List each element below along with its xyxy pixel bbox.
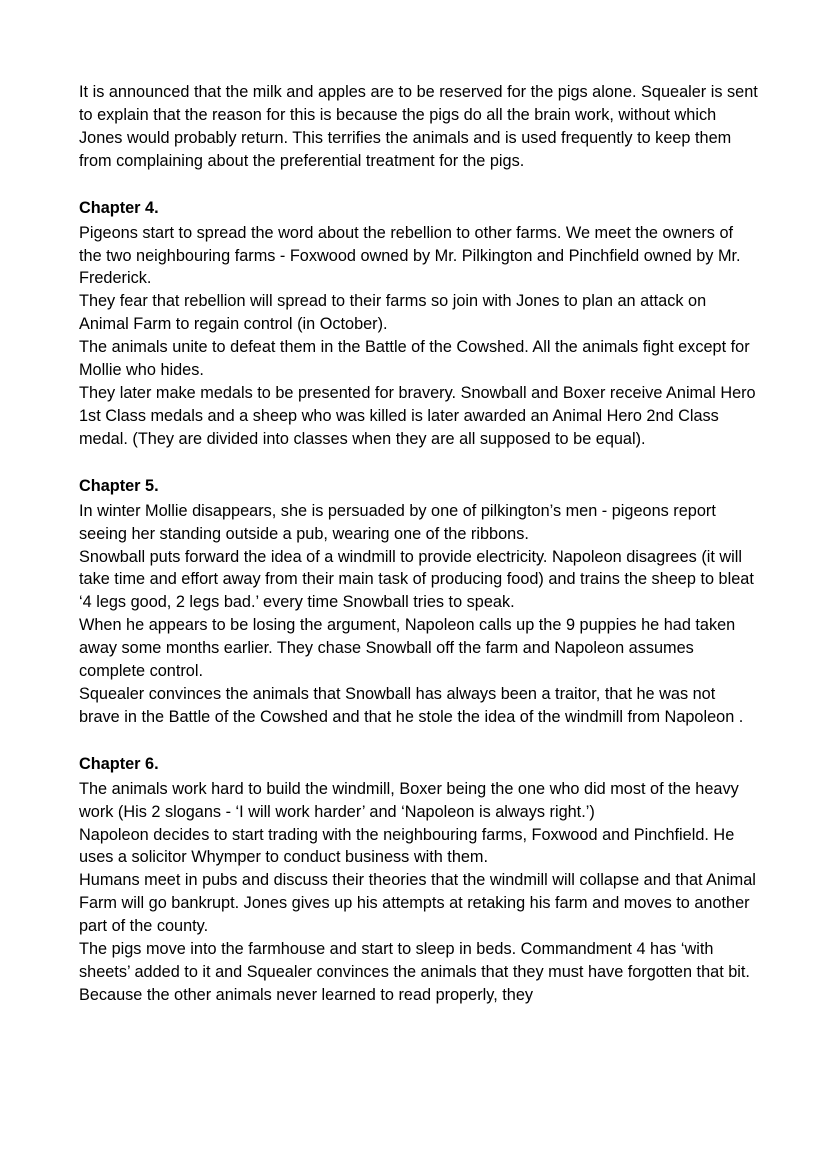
- intro-paragraph: It is announced that the milk and apples are to be reserved for the pigs alone. Squealer is sent to explain that the reason for this is because the pigs do all the brain work, without which Jones would probably return. This terrifies the animals and is used frequently to keep them from complaining about the preferential treatment for the pigs.: [79, 83, 758, 170]
- chapter-6-section: [79, 751, 759, 1007]
- chapter-4-paragraph-1: Pigeons start to spread the word about the rebellion to other farms. We meet the owners of the two neighbouring farms - Foxwood owned by Mr. Pilkington and Pinchfield owned by Mr. Frederick.: [79, 223, 741, 288]
- chapter-5-heading: Chapter 5.: [79, 476, 159, 495]
- chapter-6-heading: Chapter 6.: [79, 754, 159, 773]
- chapter-4-section: [79, 195, 759, 451]
- chapter-5-paragraph-1: In winter Mollie disappears, she is persuaded by one of pilkington’s men - pigeons report seeing her standing outside a pub, wearing one of the ribbons.: [79, 501, 716, 543]
- chapter-6-paragraph-2: Napoleon decides to start trading with the neighbouring farms, Foxwood and Pinchfield. He uses a solicitor Whymper to conduct business with them.: [79, 825, 735, 867]
- chapter-5-paragraph-2: Snowball puts forward the idea of a windmill to provide electricity. Napoleon disagrees (it will take time and effort away from their main task of producing food) and trains the sheep to bleat ‘4 legs good, 2 legs bad.’ every time Snowball tries to speak.: [79, 547, 754, 612]
- chapter-6-paragraph-3: Humans meet in pubs and discuss their theories that the windmill will collapse and that Animal Farm will go bankrupt. Jones gives up his attempts at retaking his farm and moves to another part of the county.: [79, 871, 756, 936]
- chapter-5-paragraph-4: Squealer convinces the animals that Snowball has always been a traitor, that he was not brave in the Battle of the Cowshed and that he stole the idea of the windmill from Napoleon .: [79, 684, 744, 726]
- chapter-6-paragraph-4: The pigs move into the farmhouse and start to sleep in beds. Commandment 4 has ‘with sheets’ added to it and Squealer convinces the animals that they must have forgotten that bit. Because the other animals never learned to read properly, they: [79, 940, 750, 1004]
- chapter-5-paragraph-3: When he appears to be losing the argument, Napoleon calls up the 9 puppies he had taken away some months earlier. They chase Snowball off the farm and Napoleon assumes complete control.: [79, 616, 736, 681]
- chapter-4-paragraph-4: They later make medals to be presented for bravery. Snowball and Boxer receive Animal Hero 1st Class medals and a sheep who was killed is later awarded an Animal Hero 2nd Class medal. (They are divided into classes when they are all supposed to be equal).: [79, 383, 756, 448]
- chapter-4-heading: Chapter 4.: [79, 198, 159, 217]
- chapter-6-paragraph-1: The animals work hard to build the windmill, Boxer being the one who did most of the heavy work (His 2 slogans - ‘I will work harder’ and ‘Napoleon is always right.’): [79, 779, 739, 821]
- chapter-4-paragraph-2: They fear that rebellion will spread to their farms so join with Jones to plan an attack on Animal Farm to regain control (in October).: [79, 292, 707, 334]
- document-page: [79, 81, 759, 1007]
- chapter-4-paragraph-3: The animals unite to defeat them in the Battle of the Cowshed. All the animals fight except for Mollie who hides.: [79, 338, 750, 380]
- chapter-5-section: [79, 473, 759, 729]
